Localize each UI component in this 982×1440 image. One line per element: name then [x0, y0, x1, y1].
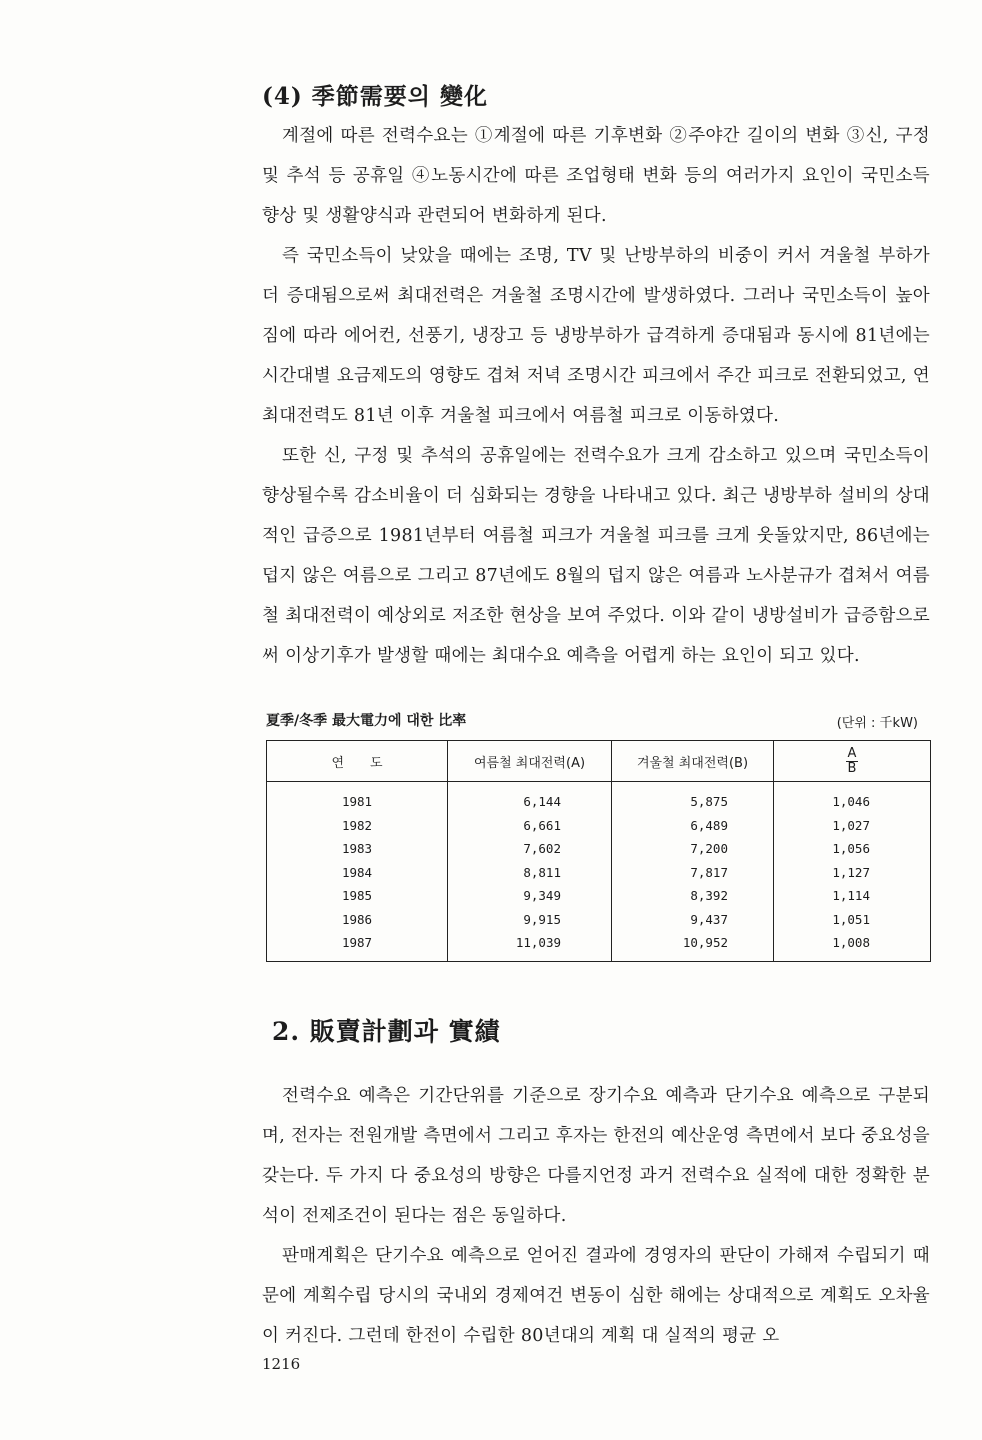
cell-year: 1983	[341, 841, 373, 857]
ratio-fraction	[846, 747, 859, 776]
table-row	[267, 908, 931, 932]
cell-summer: 6,144	[448, 782, 612, 814]
ratio-denominator: B	[847, 760, 857, 776]
header-winter-peak: 겨울철 최대전력(B)	[612, 741, 774, 782]
cell-ratio: 1,056	[774, 837, 931, 861]
cell-year: 1981	[341, 794, 373, 810]
table-caption: 夏季/冬季 最大電力에 대한 比率	[266, 713, 467, 729]
paragraph-2: 즉 국민소득이 낮았을 때에는 조명, TV 및 난방부하의 비중이 커서 겨울철 부하가 더 증대됨으로써 최대전력은 겨울철 조명시간에 발생하였다. 그러나 국민소득이 높아짐에 따라 에어컨, 선풍기, 냉장고 등 냉방부하가 급격하게 증대됨과 동시에 81년에는 시간대별 요금제도의 영향도 겹쳐 저녁 조명시간 피크에서 주간 피크로 전환되었고, 연 최대전력도 81년 이후 겨울철 피크에서 여름철 피크로 이동하였다.	[262, 246, 930, 426]
cell-summer: 9,915	[448, 908, 612, 932]
cell-winter: 7,817	[612, 861, 774, 885]
ratio-numerator: A	[847, 745, 857, 761]
table-row	[267, 837, 931, 861]
table-row	[267, 861, 931, 885]
table-row	[267, 931, 931, 961]
cell-ratio: 1,127	[774, 861, 931, 885]
paragraph-1: 계절에 따른 전력수요는 ①계절에 따른 기후변화 ②주야간 길이의 변화 ③신, 구정 및 추석 등 공휴일 ④노동시간에 따른 조업형태 변화 등의 여러가지 요인이 국민소득 향상 및 생활양식과 관련되어 변화하게 된다.	[262, 126, 930, 226]
cell-winter: 9,437	[612, 908, 774, 932]
cell-summer: 7,602	[448, 837, 612, 861]
cell-year: 1984	[341, 864, 373, 880]
cell-year: 1982	[341, 817, 373, 833]
header-ratio	[774, 741, 931, 782]
table-row	[267, 884, 931, 908]
cell-winter: 7,200	[612, 837, 774, 861]
cell-year: 1987	[341, 935, 373, 951]
cell-ratio: 1,114	[774, 884, 931, 908]
page-number: 1216	[262, 1355, 301, 1373]
cell-summer: 6,661	[448, 814, 612, 838]
paragraph-3: 또한 신, 구정 및 추석의 공휴일에는 전력수요가 크게 감소하고 있으며 국민소득이 향상될수록 감소비율이 더 심화되는 경향을 나타내고 있다. 최근 냉방부하 설비의 상대적인 급증으로 1981년부터 여름철 피크가 겨울철 피크를 크게 웃돌았지만, 86년에는 덥지 않은 여름으로 그리고 87년에도 8월의 덥지 않은 여름과 노사분규가 겹쳐서 여름철 최대전력이 예상외로 저조한 현상을 보여 주었다. 이와 같이 냉방설비가 급증함으로써 이상기후가 발생할 때에는 최대수요 예측을 어렵게 하는 요인이 되고 있다.	[262, 446, 930, 666]
table-row	[267, 814, 931, 838]
cell-year: 1985	[341, 888, 373, 904]
cell-ratio: 1,008	[774, 931, 931, 961]
paragraph-5: 판매계획은 단기수요 예측으로 얻어진 결과에 경영자의 판단이 가해져 수립되기 때문에 계획수립 당시의 국내외 경제여건 변동이 심한 해에는 상대적으로 계획도 오차율이 커진다. 그런데 한전이 수립한 80년대의 계획 대 실적의 평균 오	[262, 1246, 930, 1346]
header-year: 연 도	[267, 741, 448, 782]
cell-summer: 8,811	[448, 861, 612, 885]
table-header-row	[267, 741, 931, 782]
chapter-title: 2. 販賣計劃과 實績	[272, 1017, 501, 1046]
cell-winter: 8,392	[612, 884, 774, 908]
cell-ratio: 1,027	[774, 814, 931, 838]
cell-ratio: 1,046	[774, 782, 931, 814]
cell-winter: 10,952	[612, 931, 774, 961]
paragraph-4: 전력수요 예측은 기간단위를 기준으로 장기수요 예측과 단기수요 예측으로 구분되며, 전자는 전원개발 측면에서 그리고 후자는 한전의 예산운영 측면에서 보다 중요성을 갖는다. 두 가지 다 중요성의 방향은 다를지언정 과거 전력수요 실적에 대한 정확한 분석이 전제조건이 된다는 점은 동일하다.	[262, 1086, 930, 1226]
header-summer-peak: 여름철 최대전력(A)	[448, 741, 612, 782]
cell-summer: 11,039	[448, 931, 612, 961]
power-ratio-table	[266, 740, 931, 962]
section-title: (4) 季節需要의 變化	[262, 83, 489, 110]
table-unit: (단위 : 千kW)	[836, 716, 918, 731]
cell-winter: 6,489	[612, 814, 774, 838]
table-row	[267, 782, 931, 814]
cell-summer: 9,349	[448, 884, 612, 908]
cell-year: 1986	[341, 911, 373, 927]
cell-ratio: 1,051	[774, 908, 931, 932]
cell-winter: 5,875	[612, 782, 774, 814]
